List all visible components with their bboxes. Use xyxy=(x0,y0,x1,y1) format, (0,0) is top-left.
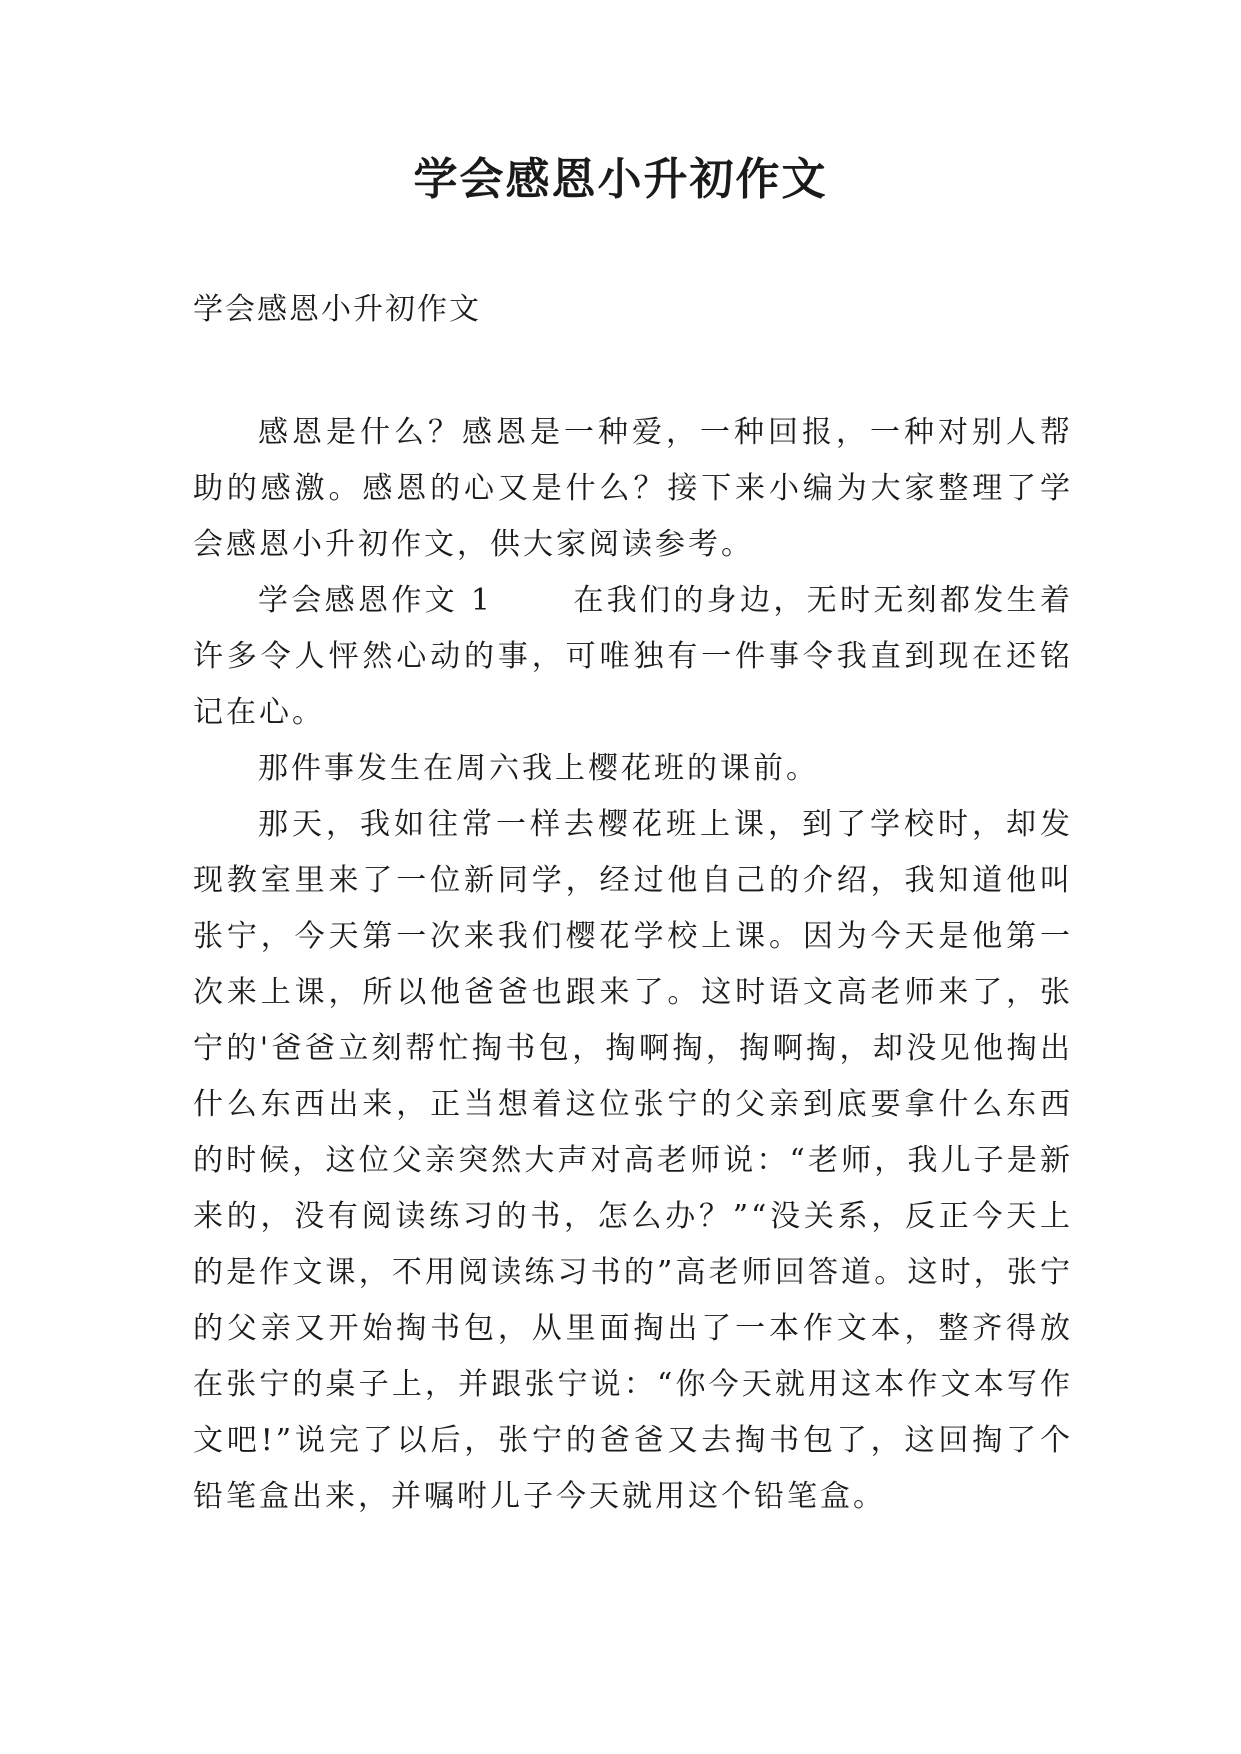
section-1-text: 在我们的身边，无时无刻都发生着许多令人怦然心动的事，可唯独有一件事令我直到现在还铭记在心。 xyxy=(193,583,1074,730)
section-heading: 学会感恩作文 1 xyxy=(258,583,493,618)
paragraph-event: 那件事发生在周六我上樱花班的课前。 xyxy=(258,751,819,786)
paragraph-section-1 xyxy=(193,573,1073,741)
paragraph-intro: 感恩是什么？感恩是一种爱，一种回报，一种对别人帮助的感激。感恩的心又是什么？接下来小编为大家整理了学会感恩小升初作文，供大家阅读参考。 xyxy=(193,415,1073,562)
document-title: 学会感恩小升初作文 xyxy=(413,154,828,205)
document-body xyxy=(193,405,1073,1525)
paragraph-story: 那天，我如往常一样去樱花班上课，到了学校时，却发现教室里来了一位新同学，经过他自己的介绍，我知道他叫张宁，今天第一次来我们樱花学校上课。因为今天是他第一次来上课，所以他爸爸也跟来了。这时语文高老师来了，张宁的'爸爸立刻帮忙掏书包，掏啊掏，掏啊掏，却没见他掏出什么东西出来，正当想着这位张宁的父亲到底要拿什么东西的时候，这位父亲突然大声对高老师说：“老师，我儿子是新来的，没有阅读练习的书，怎么办？”“没关系，反正今天上的是作文课，不用阅读练习书的”高老师回答道。这时，张宁的父亲又开始掏书包，从里面掏出了一本作文本，整齐得放在张宁的桌子上，并跟张宁说：“你今天就用这本作文本写作文吧!”说完了以后，张宁的爸爸又去掏书包了，这回掏了个铅笔盒出来，并嘱咐儿子今天就用这个铅笔盒。 xyxy=(193,807,1073,1514)
document-subtitle: 学会感恩小升初作文 xyxy=(193,292,481,327)
